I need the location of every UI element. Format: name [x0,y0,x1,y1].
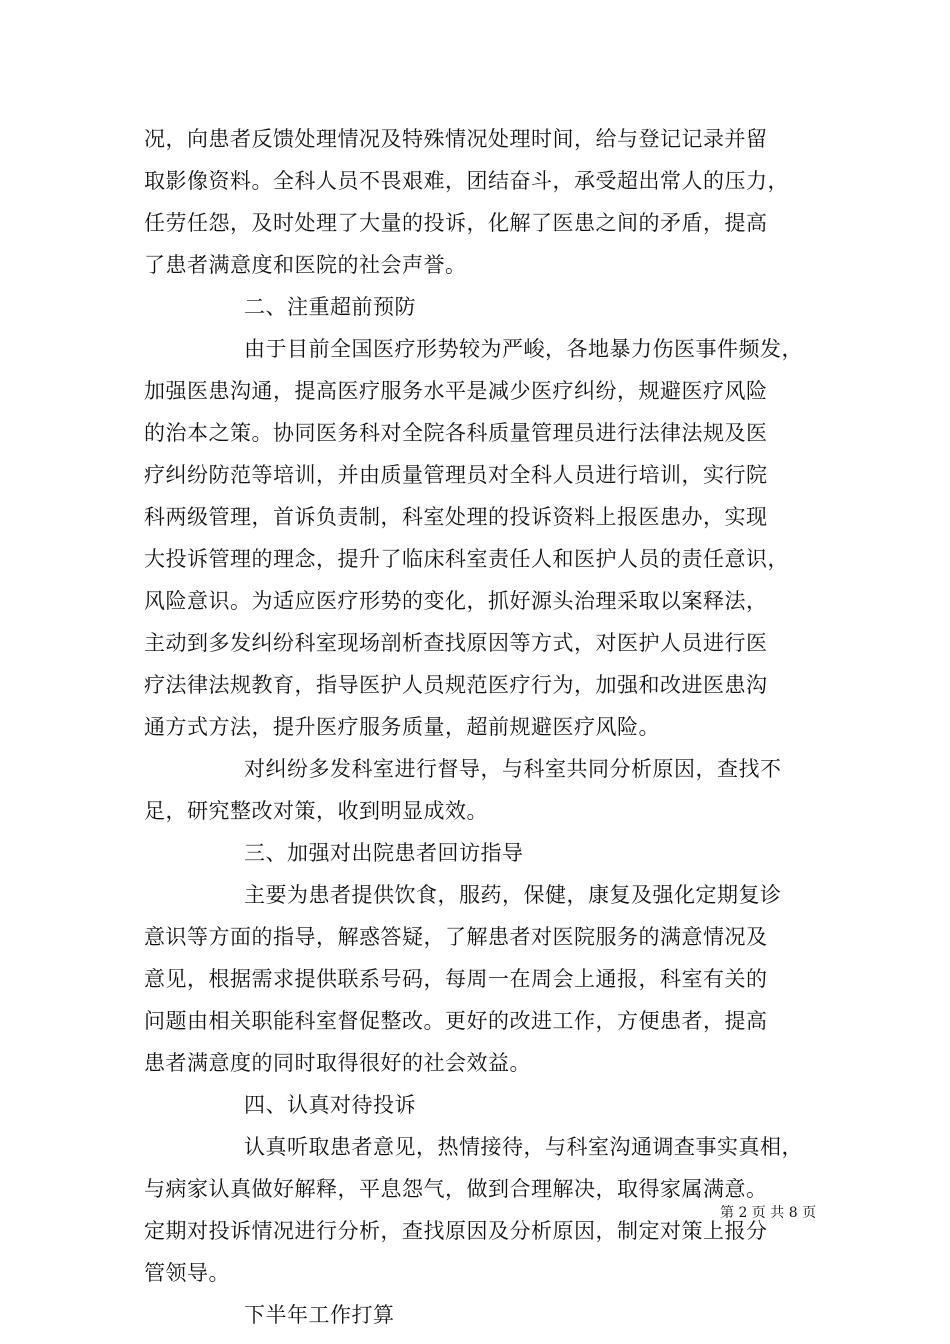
text-line: 任劳任怨，及时处理了大量的投诉，化解了医患之间的矛盾，提高 [144,211,768,235]
text-line: 风险意识。为适应医疗形势的变化，抓好源头治理采取以案释法， [144,589,768,613]
paragraph-first-line: 四、认真对待投诉 [244,1093,416,1117]
text-line: 与病家认真做好解释，平息怨气，做到合理解决，取得家属满意。 [144,1177,768,1201]
text-line: 科两级管理，首诉负责制，科室处理的投诉资料上报医患办，实现 [144,505,768,529]
text-line: 况，向患者反馈处理情况及特殊情况处理时间，给与登记记录并留 [144,127,768,151]
text-line: 疗法律法规教育，指导医护人员规范医疗行为，加强和改进医患沟 [144,673,768,697]
text-line: 管领导。 [144,1261,230,1285]
text-line: 意识等方面的指导，解惑答疑，了解患者对医院服务的满意情况及 [144,925,768,949]
paragraph-first-line: 下半年工作打算 [244,1303,395,1327]
text-line: 定期对投诉情况进行分析，查找原因及分析原因，制定对策上报分 [144,1219,768,1243]
paragraph-first-line: 二、注重超前预防 [244,295,416,319]
text-line: 通方式方法，提升医疗服务质量，超前规避医疗风险。 [144,715,660,739]
text-line: 足，研究整改对策，收到明显成效。 [144,799,488,823]
text-line: 了患者满意度和医院的社会声誉。 [144,253,467,277]
text-line: 的治本之策。协同医务科对全院各科质量管理员进行法律法规及医 [144,421,768,445]
paragraph-first-line: 主要为患者提供饮食，服药，保健，康复及强化定期复诊 [244,883,782,907]
paragraph-first-line: 认真听取患者意见，热情接待，与科室沟通调查事实真相， [244,1135,803,1159]
text-line: 加强医患沟通，提高医疗服务水平是减少医疗纠纷，规避医疗风险 [144,379,768,403]
text-line: 大投诉管理的理念，提升了临床科室责任人和医护人员的责任意识， [144,547,789,571]
text-line: 意见，根据需求提供联系号码，每周一在周会上通报，科室有关的 [144,967,768,991]
text-line: 取影像资料。全科人员不畏艰难，团结奋斗，承受超出常人的压力， [144,169,789,193]
paragraph-first-line: 由于目前全国医疗形势较为严峻，各地暴力伤医事件频发， [244,337,803,361]
paragraph-first-line: 三、加强对出院患者回访指导 [244,841,524,865]
text-line: 主动到多发纠纷科室现场剖析查找原因等方式，对医护人员进行医 [144,631,768,655]
document-body [144,118,824,1336]
paragraph-first-line: 对纠纷多发科室进行督导，与科室共同分析原因，查找不 [244,757,782,781]
text-line: 疗纠纷防范等培训，并由质量管理员对全科人员进行培训，实行院 [144,463,768,487]
text-line: 问题由相关职能科室督促整改。更好的改进工作，方便患者，提高 [144,1009,768,1033]
page-number: 第 2 页 共 8 页 [720,1205,817,1221]
text-line: 患者满意度的同时取得很好的社会效益。 [144,1051,531,1075]
